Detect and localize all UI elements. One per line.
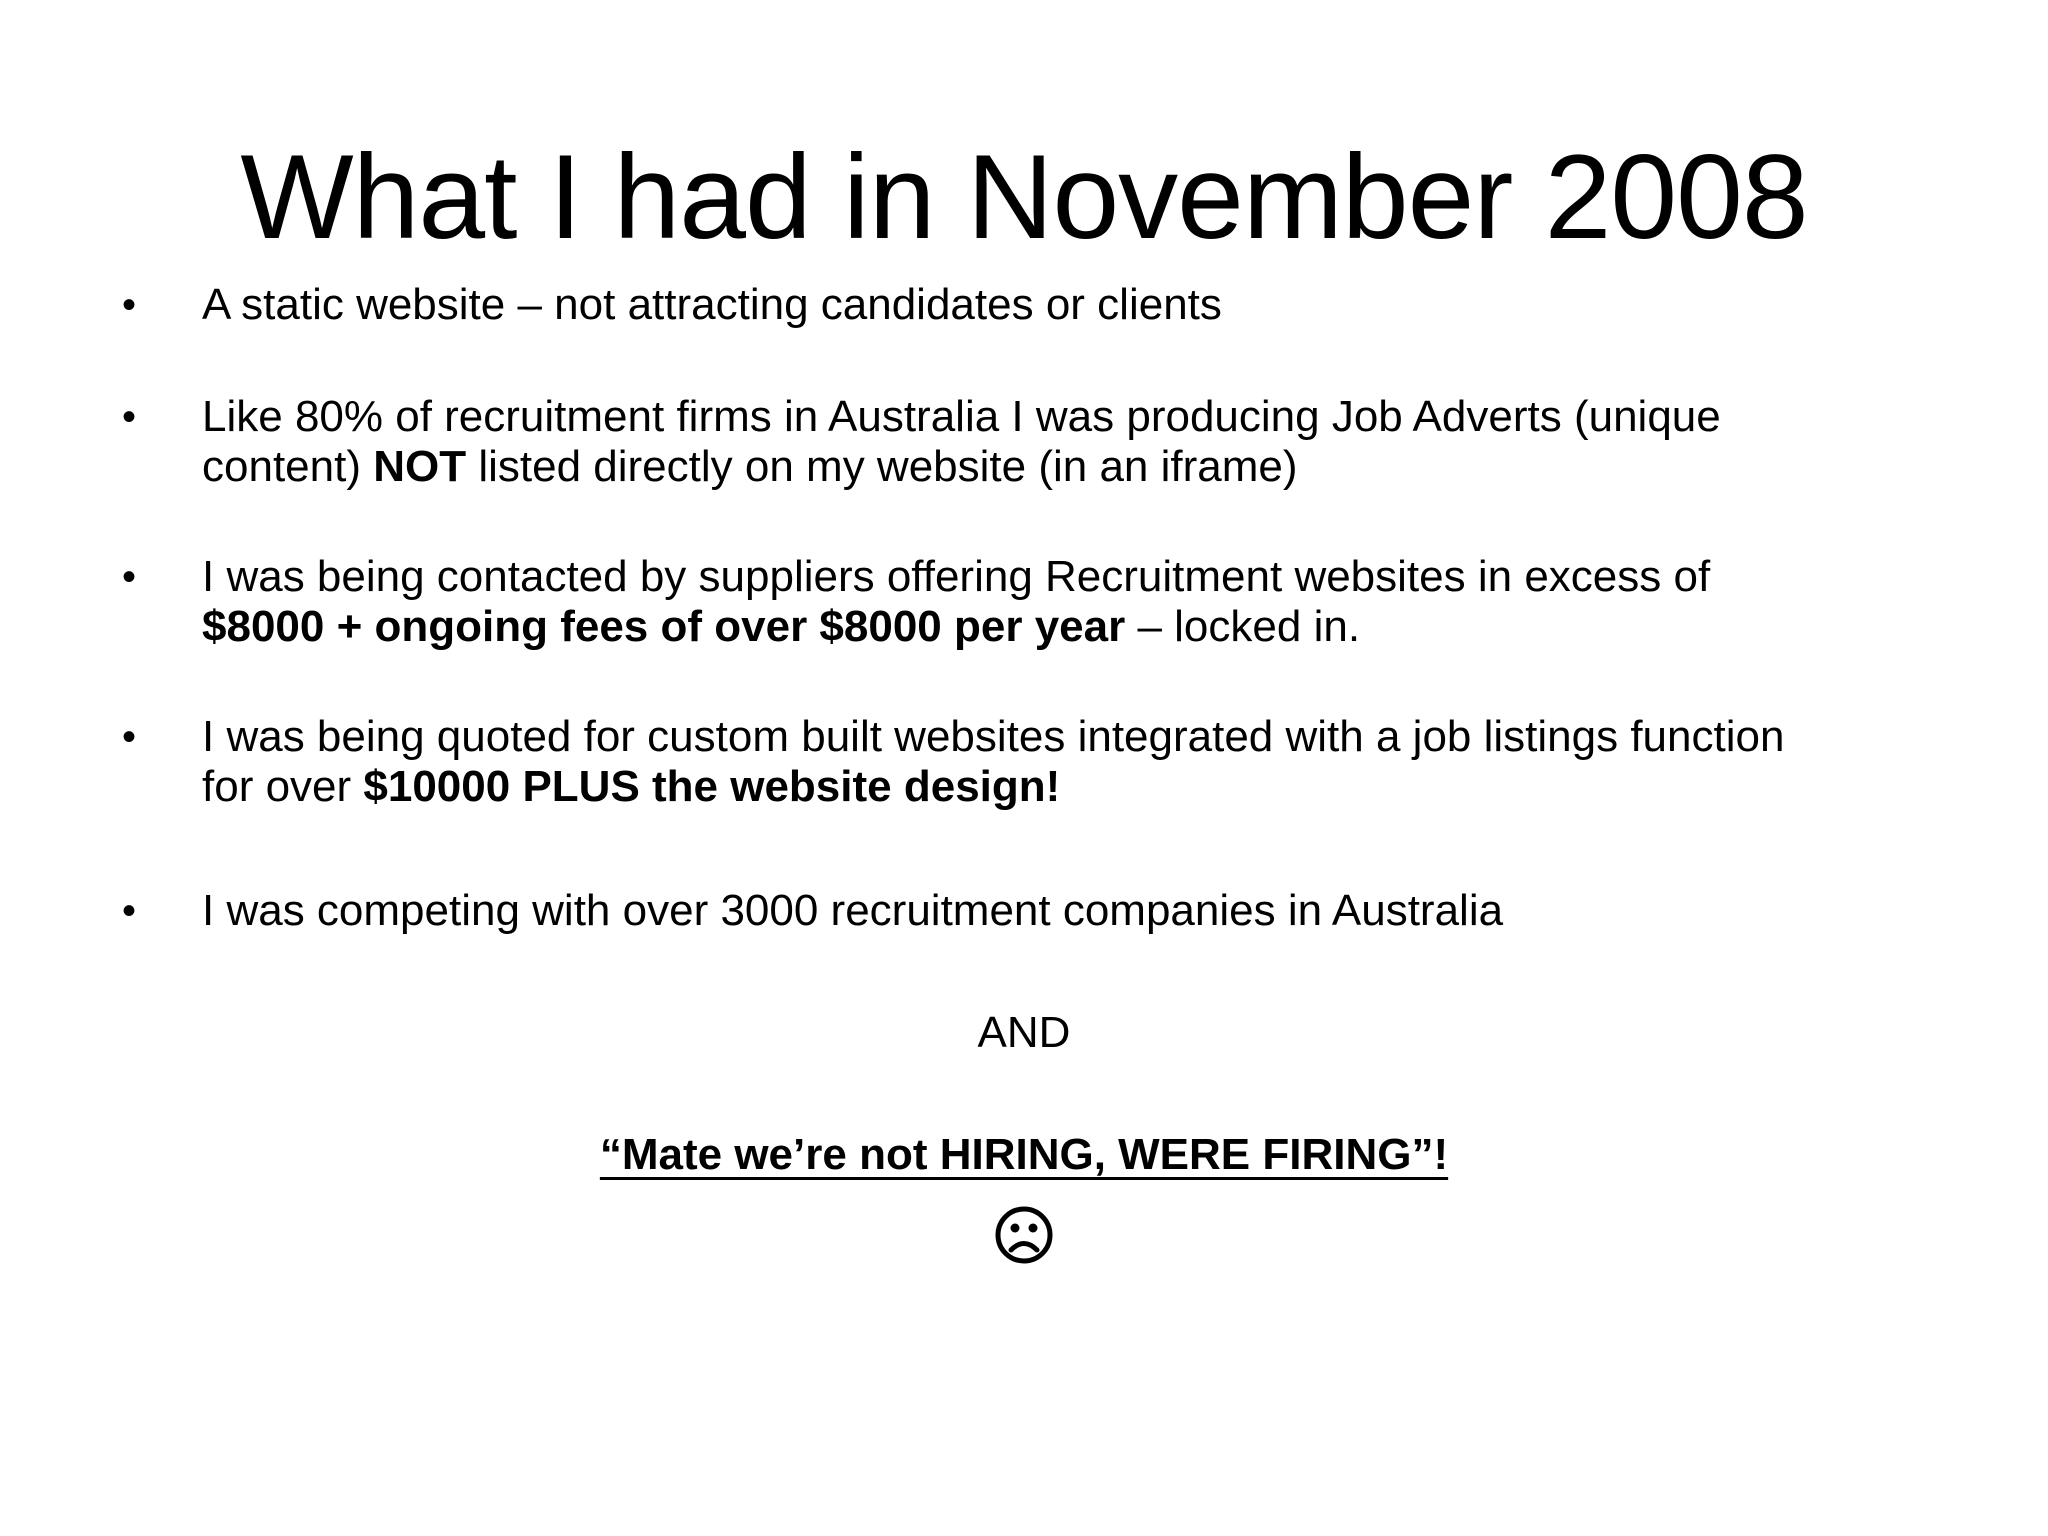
bullet-emphasis: $10000 PLUS the website design! bbox=[363, 762, 1061, 811]
bullet-text bbox=[202, 886, 1942, 936]
and-text: AND bbox=[977, 1008, 1071, 1057]
bullet-line-suffix: listed directly on my website (in an iframe) bbox=[466, 442, 1298, 491]
bullet-line: I was being quoted for custom built websites integrated with a job listings function bbox=[202, 712, 1785, 761]
frowning-face-icon bbox=[994, 1205, 1054, 1265]
bullet-emphasis: $8000 + ongoing fees of over $8000 per year bbox=[202, 602, 1126, 651]
bullet-line-prefix: for over bbox=[202, 762, 364, 811]
bullet-line: I was being contacted by suppliers offering Recruitment websites in excess of bbox=[202, 552, 1711, 601]
bullet-marker: • bbox=[122, 395, 137, 439]
slide-title: What I had in November 2008 bbox=[240, 130, 1808, 264]
bullet-line: Like 80% of recruitment firms in Australia I was producing Job Adverts (unique bbox=[202, 392, 1721, 441]
bullet-text bbox=[202, 712, 1942, 812]
bullet-text bbox=[202, 392, 1942, 492]
bullet-marker: • bbox=[122, 715, 137, 759]
bullet-marker: • bbox=[122, 555, 137, 599]
bullet-marker: • bbox=[122, 889, 137, 933]
bullet-emphasis: NOT bbox=[373, 442, 467, 491]
quote-text: “Mate we’re not HIRING, WERE FIRING”! bbox=[599, 1130, 1449, 1179]
bullet-line: I was competing with over 3000 recruitment companies in Australia bbox=[202, 886, 1504, 935]
bullet-line-prefix: content) bbox=[202, 442, 374, 491]
bullet-marker: • bbox=[122, 283, 137, 327]
bullet-line-suffix: – locked in. bbox=[1125, 602, 1361, 651]
bullet-text bbox=[202, 280, 1942, 330]
bullet-line: A static website – not attracting candidates or clients bbox=[202, 280, 1222, 329]
bullet-text bbox=[202, 552, 1942, 652]
